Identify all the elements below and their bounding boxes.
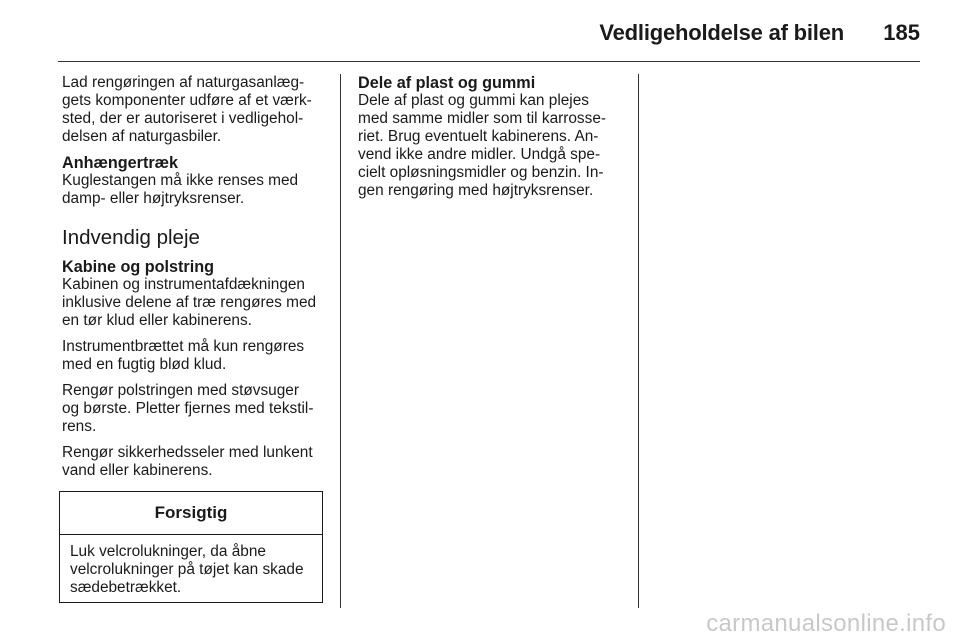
text-line: sædebetrækket. (70, 579, 182, 596)
page-header (0, 0, 960, 62)
cabin-paragraph-3 (62, 382, 330, 436)
text-line: cielt opløsningsmidler og benzin. In- (358, 164, 604, 181)
column-divider (638, 74, 639, 608)
text-line: Instrumentbrættet må kun rengøres (62, 338, 305, 355)
text-line: inklusive delene af træ rengøres med (62, 294, 317, 311)
cabin-paragraph-2 (62, 338, 330, 374)
cabin-paragraph-1 (62, 276, 330, 330)
text-line: med en fugtig blød klud. (62, 356, 227, 373)
text-line: Rengør sikkerhedsseler med lunkent (62, 444, 313, 461)
caution-body (60, 535, 322, 597)
plastic-rubber-heading: Dele af plast og gummi (358, 74, 536, 92)
text-line: Rengør polstringen med støvsuger (62, 382, 299, 399)
plastic-rubber-paragraph (358, 92, 626, 200)
watermark-text: carmanualsonline.info (706, 610, 946, 637)
text-line: sted, der er autoriseret i vedligehol- (62, 110, 304, 127)
page-title: Vedligeholdelse af bilen (599, 20, 844, 45)
text-line: Kabinen og instrumentafdækningen (62, 276, 305, 293)
text-line: Kuglestangen må ikke renses med (62, 172, 299, 189)
trailer-paragraph (62, 172, 330, 208)
text-line: velcrolukninger på tøjet kan skade (70, 561, 304, 578)
text-line: med samme midler som til karrosse- (358, 110, 607, 127)
column-divider (340, 74, 341, 608)
text-line: en tør klud eller kabinerens. (62, 312, 252, 329)
page-number: 185 (883, 20, 920, 45)
text-line: gen rengøring med højtryksrenser. (358, 182, 594, 199)
text-line: rens. (62, 418, 97, 435)
left-column (62, 74, 330, 488)
section-heading: Indvendig pleje (62, 226, 200, 249)
text-line: Lad rengøringen af naturgasanlæg- (62, 74, 305, 91)
caution-title: Forsigtig (60, 492, 322, 535)
trailer-heading: Anhængertræk (62, 154, 179, 172)
text-line: damp- eller højtryksrenser. (62, 190, 245, 207)
cabin-paragraph-4 (62, 444, 330, 480)
header-rule (58, 61, 920, 62)
text-line: vand eller kabinerens. (62, 462, 213, 479)
caution-box (59, 491, 323, 603)
text-line: Dele af plast og gummi kan plejes (358, 92, 589, 109)
text-line: vend ikke andre midler. Undgå spe- (358, 146, 601, 163)
text-line: delsen af naturgasbiler. (62, 128, 222, 145)
text-line: Luk velcrolukninger, da åbne (70, 543, 266, 560)
text-line: gets komponenter udføre af et værk- (62, 92, 312, 109)
text-line: og børste. Pletter fjernes med tekstil- (62, 400, 314, 417)
intro-paragraph (62, 74, 330, 146)
text-line: riet. Brug eventuelt kabinerens. An- (358, 128, 599, 145)
middle-column (358, 74, 626, 208)
cabin-heading: Kabine og polstring (62, 258, 214, 276)
